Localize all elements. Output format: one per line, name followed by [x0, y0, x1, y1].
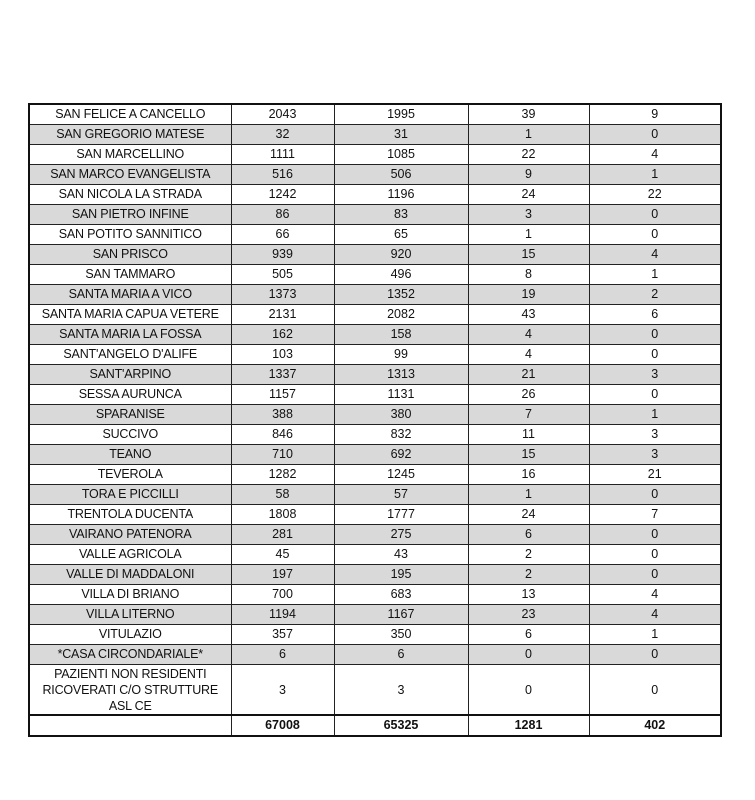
municipality-name-cell: TRENTOLA DUCENTA	[29, 505, 231, 525]
municipality-name-cell: SAN TAMMARO	[29, 265, 231, 285]
value-col-2-cell: 2082	[334, 305, 468, 325]
value-col-1-cell: 103	[231, 345, 334, 365]
value-col-4-cell: 0	[589, 385, 721, 405]
value-col-2-cell: 158	[334, 325, 468, 345]
value-col-1-cell: 1157	[231, 385, 334, 405]
value-col-3-cell: 7	[468, 405, 589, 425]
value-col-2-cell: 6	[334, 645, 468, 665]
value-col-1-cell: 58	[231, 485, 334, 505]
value-col-2-cell: 1995	[334, 104, 468, 125]
value-col-2-cell: 99	[334, 345, 468, 365]
table-row	[29, 145, 721, 165]
value-col-4-cell: 0	[589, 125, 721, 145]
value-col-3-cell: 3	[468, 205, 589, 225]
value-col-2-cell: 43	[334, 545, 468, 565]
value-col-4-cell: 1	[589, 405, 721, 425]
value-col-2-cell: 83	[334, 205, 468, 225]
value-col-1-cell: 45	[231, 545, 334, 565]
value-col-4-cell: 7	[589, 505, 721, 525]
value-col-2-cell: 350	[334, 625, 468, 645]
table-row	[29, 365, 721, 385]
value-col-3-cell: 39	[468, 104, 589, 125]
value-col-4-cell: 1	[589, 165, 721, 185]
value-col-3-cell: 1	[468, 125, 589, 145]
municipality-name-cell: SAN MARCELLINO	[29, 145, 231, 165]
table-row	[29, 125, 721, 145]
table-row	[29, 465, 721, 485]
municipality-name-cell: SAN GREGORIO MATESE	[29, 125, 231, 145]
value-col-4-cell: 6	[589, 305, 721, 325]
table-row	[29, 285, 721, 305]
table-row	[29, 565, 721, 585]
municipality-name-cell: VAIRANO PATENORA	[29, 525, 231, 545]
value-col-1-cell: 162	[231, 325, 334, 345]
table-row	[29, 645, 721, 665]
municipality-name-cell: SANTA MARIA CAPUA VETERE	[29, 305, 231, 325]
table-row	[29, 505, 721, 525]
totals-row	[29, 715, 721, 736]
table-row	[29, 485, 721, 505]
value-col-2-cell: 496	[334, 265, 468, 285]
municipality-name-cell: *CASA CIRCONDARIALE*	[29, 645, 231, 665]
municipality-name-cell: VALLE AGRICOLA	[29, 545, 231, 565]
value-col-2-cell: 506	[334, 165, 468, 185]
value-col-2-cell: 57	[334, 485, 468, 505]
table-row	[29, 205, 721, 225]
table-row	[29, 265, 721, 285]
value-col-1-cell: 846	[231, 425, 334, 445]
value-col-3-cell: 1	[468, 485, 589, 505]
value-col-3-cell: 1	[468, 225, 589, 245]
total-value-col-1-cell: 67008	[231, 715, 334, 736]
municipality-name-cell: SANTA MARIA A VICO	[29, 285, 231, 305]
value-col-2-cell: 3	[334, 665, 468, 716]
table-row	[29, 605, 721, 625]
value-col-4-cell: 3	[589, 445, 721, 465]
value-col-3-cell: 6	[468, 625, 589, 645]
value-col-3-cell: 2	[468, 565, 589, 585]
value-col-4-cell: 9	[589, 104, 721, 125]
municipality-name-cell: SAN POTITO SANNITICO	[29, 225, 231, 245]
value-col-3-cell: 4	[468, 325, 589, 345]
table-row	[29, 445, 721, 465]
municipality-name-cell: SAN FELICE A CANCELLO	[29, 104, 231, 125]
value-col-1-cell: 1111	[231, 145, 334, 165]
municipality-name-cell: TORA E PICCILLI	[29, 485, 231, 505]
municipality-name-cell: SAN PRISCO	[29, 245, 231, 265]
value-col-4-cell: 3	[589, 425, 721, 445]
total-value-col-4-cell: 402	[589, 715, 721, 736]
value-col-1-cell: 1282	[231, 465, 334, 485]
value-col-1-cell: 939	[231, 245, 334, 265]
value-col-4-cell: 22	[589, 185, 721, 205]
value-col-3-cell: 0	[468, 645, 589, 665]
total-municipality-name-cell	[29, 715, 231, 736]
value-col-4-cell: 1	[589, 265, 721, 285]
value-col-4-cell: 3	[589, 365, 721, 385]
table-row	[29, 185, 721, 205]
value-col-2-cell: 1245	[334, 465, 468, 485]
municipality-data-table	[28, 103, 722, 737]
table-row	[29, 385, 721, 405]
value-col-1-cell: 710	[231, 445, 334, 465]
value-col-4-cell: 4	[589, 605, 721, 625]
value-col-4-cell: 0	[589, 225, 721, 245]
value-col-4-cell: 0	[589, 485, 721, 505]
table-row	[29, 325, 721, 345]
municipality-name-cell: SANT'ARPINO	[29, 365, 231, 385]
value-col-2-cell: 1196	[334, 185, 468, 205]
municipality-name-cell: SPARANISE	[29, 405, 231, 425]
value-col-1-cell: 1194	[231, 605, 334, 625]
municipality-name-cell: PAZIENTI NON RESIDENTI RICOVERATI C/O STRUTTURE ASL CE	[29, 665, 231, 716]
table-row	[29, 225, 721, 245]
value-col-1-cell: 388	[231, 405, 334, 425]
value-col-3-cell: 19	[468, 285, 589, 305]
value-col-4-cell: 2	[589, 285, 721, 305]
municipality-name-cell: VITULAZIO	[29, 625, 231, 645]
value-col-3-cell: 11	[468, 425, 589, 445]
value-col-4-cell: 0	[589, 565, 721, 585]
value-col-3-cell: 0	[468, 665, 589, 716]
value-col-3-cell: 43	[468, 305, 589, 325]
value-col-4-cell: 0	[589, 525, 721, 545]
table-row	[29, 625, 721, 645]
value-col-3-cell: 4	[468, 345, 589, 365]
table-row	[29, 405, 721, 425]
value-col-2-cell: 65	[334, 225, 468, 245]
table-body	[29, 104, 721, 736]
value-col-3-cell: 23	[468, 605, 589, 625]
value-col-1-cell: 516	[231, 165, 334, 185]
value-col-1-cell: 1337	[231, 365, 334, 385]
municipality-name-cell: SAN MARCO EVANGELISTA	[29, 165, 231, 185]
value-col-4-cell: 0	[589, 325, 721, 345]
value-col-3-cell: 6	[468, 525, 589, 545]
value-col-2-cell: 380	[334, 405, 468, 425]
municipality-name-cell: VILLA DI BRIANO	[29, 585, 231, 605]
value-col-4-cell: 0	[589, 665, 721, 716]
value-col-3-cell: 26	[468, 385, 589, 405]
value-col-4-cell: 0	[589, 645, 721, 665]
value-col-2-cell: 1777	[334, 505, 468, 525]
value-col-2-cell: 275	[334, 525, 468, 545]
value-col-4-cell: 4	[589, 245, 721, 265]
value-col-1-cell: 281	[231, 525, 334, 545]
value-col-1-cell: 32	[231, 125, 334, 145]
municipality-name-cell: SESSA AURUNCA	[29, 385, 231, 405]
value-col-2-cell: 920	[334, 245, 468, 265]
table-row	[29, 345, 721, 365]
value-col-3-cell: 9	[468, 165, 589, 185]
value-col-2-cell: 832	[334, 425, 468, 445]
municipality-name-cell: VALLE DI MADDALONI	[29, 565, 231, 585]
table-row	[29, 665, 721, 716]
value-col-4-cell: 1	[589, 625, 721, 645]
table-row	[29, 525, 721, 545]
value-col-2-cell: 1313	[334, 365, 468, 385]
table-row	[29, 585, 721, 605]
value-col-1-cell: 700	[231, 585, 334, 605]
value-col-1-cell: 3	[231, 665, 334, 716]
value-col-1-cell: 66	[231, 225, 334, 245]
value-col-4-cell: 21	[589, 465, 721, 485]
value-col-1-cell: 2131	[231, 305, 334, 325]
municipality-name-cell: SAN PIETRO INFINE	[29, 205, 231, 225]
value-col-3-cell: 22	[468, 145, 589, 165]
value-col-1-cell: 505	[231, 265, 334, 285]
value-col-2-cell: 1131	[334, 385, 468, 405]
table-row	[29, 245, 721, 265]
value-col-4-cell: 4	[589, 145, 721, 165]
table-row	[29, 104, 721, 125]
value-col-4-cell: 0	[589, 205, 721, 225]
value-col-1-cell: 6	[231, 645, 334, 665]
value-col-1-cell: 2043	[231, 104, 334, 125]
value-col-3-cell: 15	[468, 245, 589, 265]
municipality-name-cell: SANT'ANGELO D'ALIFE	[29, 345, 231, 365]
table-row	[29, 545, 721, 565]
value-col-1-cell: 1242	[231, 185, 334, 205]
value-col-2-cell: 1167	[334, 605, 468, 625]
value-col-1-cell: 1373	[231, 285, 334, 305]
value-col-1-cell: 197	[231, 565, 334, 585]
value-col-2-cell: 683	[334, 585, 468, 605]
municipality-name-cell: SANTA MARIA LA FOSSA	[29, 325, 231, 345]
value-col-2-cell: 1352	[334, 285, 468, 305]
table-row	[29, 165, 721, 185]
value-col-4-cell: 0	[589, 345, 721, 365]
value-col-4-cell: 4	[589, 585, 721, 605]
value-col-2-cell: 692	[334, 445, 468, 465]
value-col-3-cell: 15	[468, 445, 589, 465]
value-col-1-cell: 357	[231, 625, 334, 645]
value-col-2-cell: 1085	[334, 145, 468, 165]
value-col-1-cell: 86	[231, 205, 334, 225]
value-col-1-cell: 1808	[231, 505, 334, 525]
value-col-2-cell: 31	[334, 125, 468, 145]
value-col-3-cell: 2	[468, 545, 589, 565]
total-value-col-3-cell: 1281	[468, 715, 589, 736]
municipality-name-cell: TEANO	[29, 445, 231, 465]
value-col-3-cell: 8	[468, 265, 589, 285]
value-col-3-cell: 21	[468, 365, 589, 385]
value-col-3-cell: 24	[468, 505, 589, 525]
table-row	[29, 425, 721, 445]
table-row	[29, 305, 721, 325]
value-col-3-cell: 24	[468, 185, 589, 205]
municipality-name-cell: SUCCIVO	[29, 425, 231, 445]
municipality-name-cell: TEVEROLA	[29, 465, 231, 485]
value-col-2-cell: 195	[334, 565, 468, 585]
value-col-3-cell: 13	[468, 585, 589, 605]
value-col-4-cell: 0	[589, 545, 721, 565]
municipality-name-cell: SAN NICOLA LA STRADA	[29, 185, 231, 205]
municipality-name-cell: VILLA LITERNO	[29, 605, 231, 625]
total-value-col-2-cell: 65325	[334, 715, 468, 736]
value-col-3-cell: 16	[468, 465, 589, 485]
